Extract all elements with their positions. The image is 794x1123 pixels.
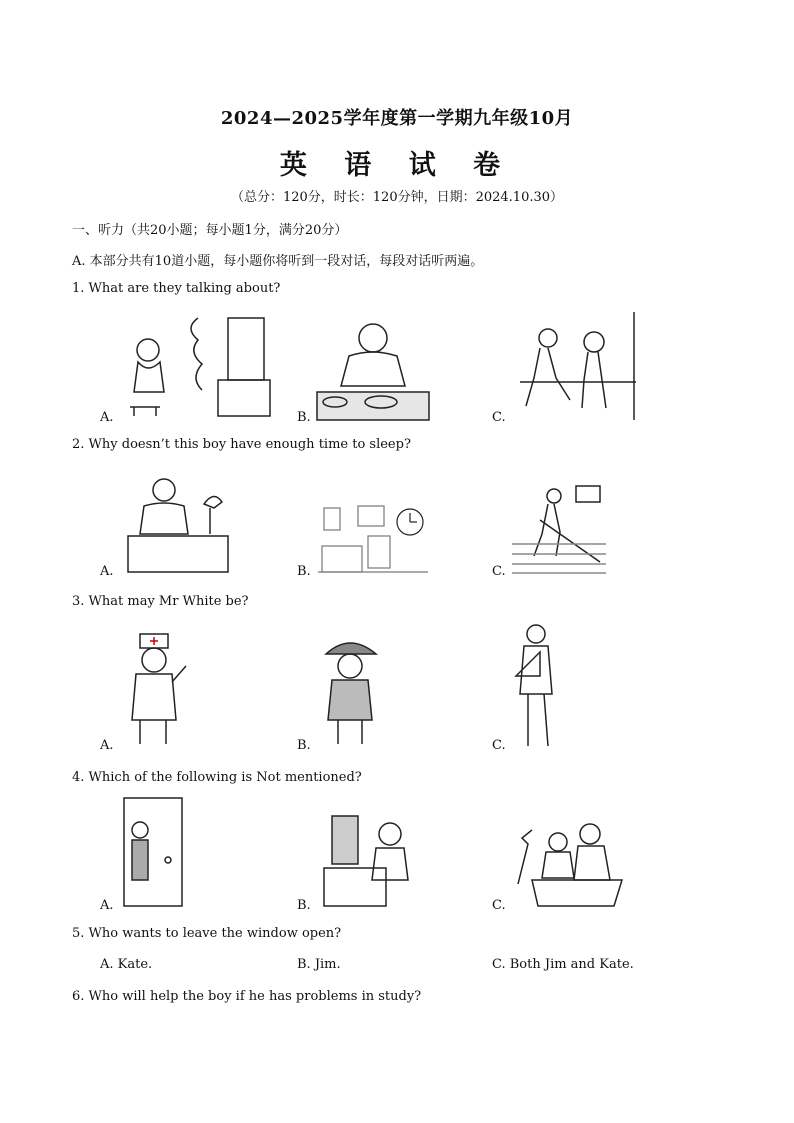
- question-2: 2. Why doesn’t this boy have enough time to sleep?: [72, 437, 411, 452]
- exam-meta: （总分：120分，时长：120分钟，日期：2024.10.30）: [230, 190, 564, 205]
- q5-option-a[interactable]: A. Kate.: [100, 957, 153, 972]
- q1-option-a[interactable]: A.: [100, 410, 114, 425]
- question-4: 4. Which of the following is Not mentioned?: [72, 770, 362, 785]
- policeman-image: [320, 636, 380, 750]
- exam-title: 2024—2025学年度第一学期九年级10月: [220, 108, 574, 129]
- question-1: 1. What are they talking about?: [72, 281, 281, 296]
- man-eating-image: [315, 312, 435, 422]
- doctor-image: [124, 632, 194, 750]
- exam-subject: 英 语 试 卷: [279, 150, 515, 181]
- q3-option-b[interactable]: B.: [297, 738, 311, 753]
- q2-option-b[interactable]: B.: [297, 564, 311, 579]
- person-at-door-image: [120, 796, 186, 908]
- teacher-with-triangle-image: [510, 622, 560, 750]
- question-5: 5. Who wants to leave the window open?: [72, 926, 342, 941]
- two-people-fighting-image: [518, 312, 643, 422]
- q4-option-c[interactable]: C.: [492, 898, 506, 913]
- section-heading: 一、听力（共20小题；每小题1分，满分20分）: [72, 223, 348, 238]
- q4-option-b[interactable]: B.: [297, 898, 311, 913]
- question-6: 6. Who will help the boy if he has problems in study?: [72, 989, 422, 1004]
- man-mopping-floor-image: [510, 484, 608, 576]
- room-with-clock-image: [318, 500, 428, 576]
- q1-option-b[interactable]: B.: [297, 410, 311, 425]
- q5-option-b[interactable]: B. Jim.: [297, 957, 341, 972]
- woman-at-computer-image: [322, 812, 422, 908]
- girl-watching-tv-image: [118, 312, 278, 422]
- q2-option-c[interactable]: C.: [492, 564, 506, 579]
- boy-doing-homework-image: [124, 474, 232, 576]
- q3-option-a[interactable]: A.: [100, 738, 114, 753]
- question-3: 3. What may Mr White be?: [72, 594, 249, 609]
- part-a-instructions: A. 本部分共有10道小题，每小题你将听到一段对话，每段对话听两遍。: [72, 254, 484, 269]
- q3-option-c[interactable]: C.: [492, 738, 506, 753]
- q2-option-a[interactable]: A.: [100, 564, 114, 579]
- q5-option-c[interactable]: C. Both Jim and Kate.: [492, 957, 634, 972]
- q4-option-a[interactable]: A.: [100, 898, 114, 913]
- q1-option-c[interactable]: C.: [492, 410, 506, 425]
- mother-and-son-studying-image: [512, 818, 626, 908]
